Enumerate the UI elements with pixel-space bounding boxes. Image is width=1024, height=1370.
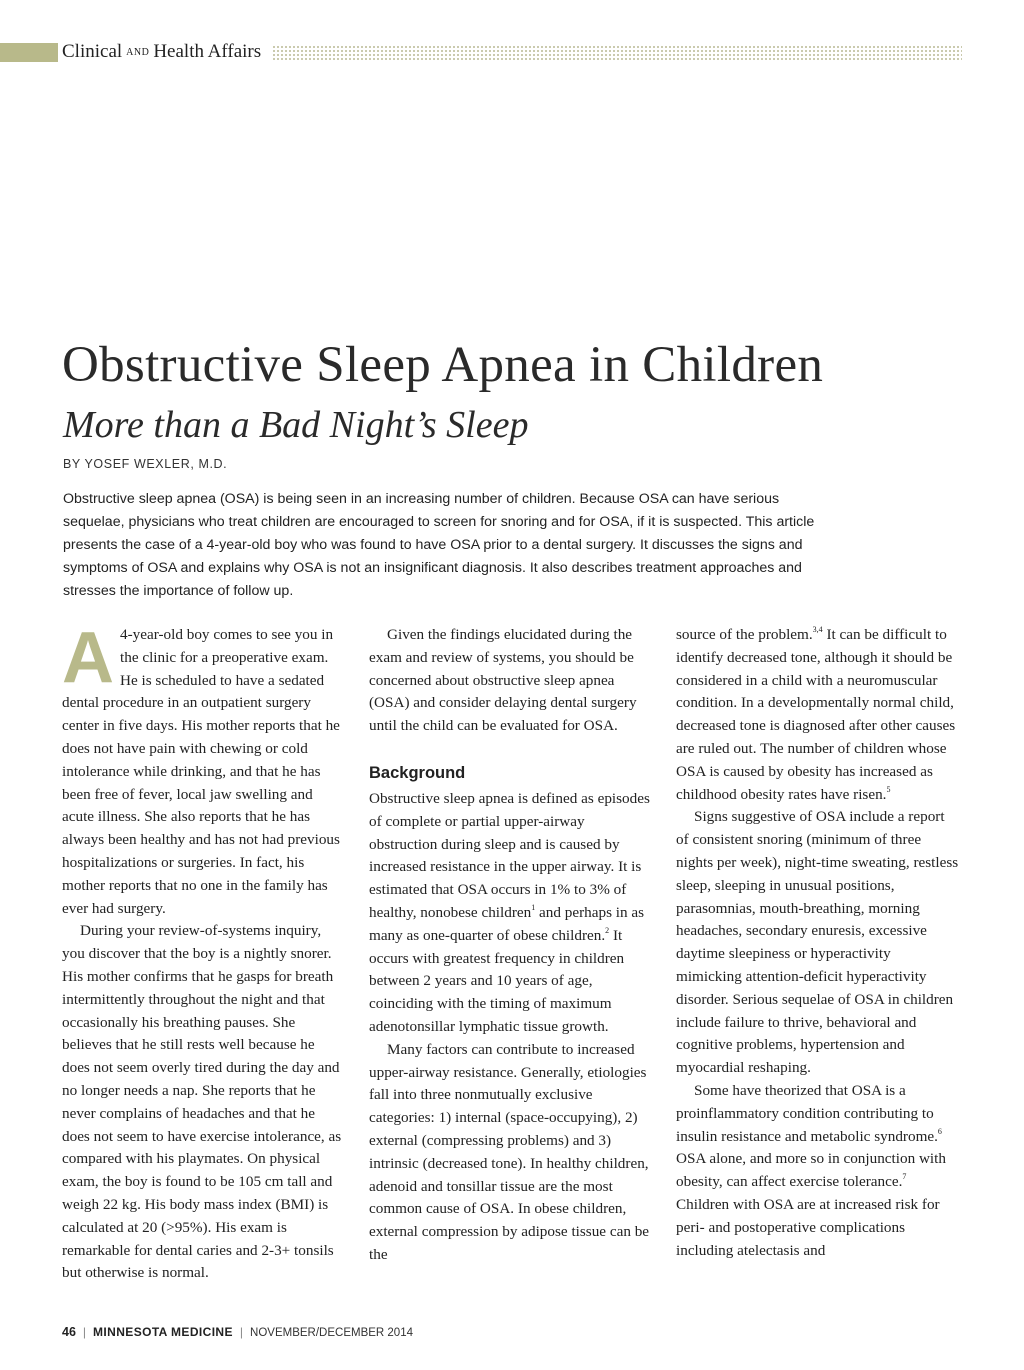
page-footer [62, 1325, 413, 1339]
article-byline: BY YOSEF WEXLER, M.D. [63, 457, 228, 471]
body-column-2 [369, 624, 653, 1267]
body-column-3 [676, 624, 960, 1262]
section-header [62, 41, 261, 63]
section-label-health-affairs: Health Affairs [153, 41, 262, 62]
body-paragraph [62, 618, 346, 920]
paragraph-text: Some have theorized that OSA is a proinflammatory condition contributing to insulin resistance and metabolic syndrome. [676, 1081, 938, 1145]
reference-marker: 5 [886, 784, 891, 794]
paragraph-text: It occurs with greatest frequency in children between 2 years and 10 years of age, coinciding with the timing of maximum adenotonsillar lymphatic tissue growth. [369, 926, 625, 1035]
article-title: Obstructive Sleep Apnea in Children [62, 337, 824, 393]
magazine-name: MINNESOTA MEDICINE [93, 1325, 233, 1339]
issue-date: NOVEMBER/DECEMBER 2014 [250, 1327, 413, 1339]
paragraph-text: Children with OSA are at increased risk for peri- and postoperative complications including atelectasis and [676, 1195, 940, 1259]
body-paragraph: Given the findings elucidated during the exam and review of systems, you should be concerned about obstructive sleep apnea (OSA) and consider delaying dental surgery until the child can be evaluated for OSA. [369, 626, 637, 735]
body-column-1 [62, 618, 346, 1285]
paragraph-text: source of the problem. [676, 626, 813, 643]
reference-marker: 6 [937, 1126, 942, 1136]
reference-marker: 3,4 [812, 625, 823, 634]
paragraph-text: and perhaps in as many as one-quarter of obese children. [369, 903, 645, 944]
article-abstract: Obstructive sleep apnea (OSA) is being seen in an increasing number of children. Because OSA can have serious sequelae, physicians who treat children are encouraged to screen for snoring and for OSA, if it is suspected. This article presents the case of a 4-year-old boy who was found to have OSA prior to a dental surgery. It discusses the signs and symptoms of OSA and explains why OSA is not an insignificant diagnosis. It also describes treatment approaches and stresses the importance of follow up. [63, 491, 815, 599]
paragraph-text: It can be difficult to identify decreased tone, although it should be considered in a child with a neuromuscular condition. In a developmentally normal child, decreased tone is diagnosed after other causes are ruled out. The number of children whose OSA is caused by obesity has increased as childhood obesity rates have risen. [676, 626, 956, 803]
reference-marker: 1 [531, 902, 536, 912]
body-paragraph [369, 788, 653, 1039]
body-paragraph: During your review-of-systems inquiry, you discover that the boy is a nightly snorer. His mother confirms that he gasps for breath intermittently throughout the night and that occasionally his breathing pauses. She believes that he still rests well because he does not seem overly tired during the day and no longer needs a nap. She reports that he never complains of headaches and that he does not seem to have exercise intolerance, as compared with his playmates. On physical exam, the boy is found to be 105 cm tall and weigh 22 kg. His body mass index (BMI) is calculated at 20 (>95%). His exam is remarkable for dental caries and 2-3+ tonsils but otherwise is normal. [62, 922, 342, 1282]
body-paragraph [676, 1080, 960, 1262]
body-paragraph: Signs suggestive of OSA include a report of consistent snoring (minimum of three nights per week), night-time sweating, restless sleep, sleeping in unusual positions, parasomnias, mouth-breathing, morning headaches, secondary enuresis, excessive daytime sleepiness or hyperactivity mimicking attention-deficit hyperactivity disorder. Serious sequelae of OSA in children include failure to thrive, behavioral and cognitive problems, hypertension and myocardial reshaping. [676, 808, 959, 1077]
header-dot-pattern [272, 45, 962, 60]
section-heading-background: Background [369, 763, 466, 782]
section-label-and: AND [126, 47, 150, 58]
body-paragraph [676, 624, 960, 806]
header-accent-bar [0, 43, 58, 62]
article-subtitle: More than a Bad Night’s Sleep [63, 404, 529, 446]
page-number: 46 [62, 1325, 76, 1339]
reference-marker: 2 [605, 925, 610, 935]
drop-cap: A [62, 618, 114, 698]
paragraph-text: Obstructive sleep apnea is defined as episodes of complete or partial upper-airway obstruction during sleep and is caused by increased resistance in the upper airway. It is estimated that OSA occurs in 1% to 3% of healthy, nonobese children [369, 789, 650, 921]
reference-marker: 7 [902, 1172, 907, 1182]
paragraph-text: 4-year-old boy comes to see you in the clinic for a preoperative exam. He is scheduled to have a sedated dental procedure in an outpatient surgery center in five days. His mother reports that he does not have pain with chewing or cold intolerance while drinking, and that he has been free of fever, local jaw swelling and acute illness. She also reports that he has always been healthy and has not had previous hospitalizations or surgeries. In fact, his mother reports that no one in the family has ever had surgery. [62, 626, 340, 917]
footer-separator: | [239, 1325, 244, 1339]
body-paragraph: Many factors can contribute to increased upper-airway resistance. Generally, etiologies fall into three nonmutually exclusive categories: 1) internal (space-occupying), 2) external (compressing problems) and 3) intrinsic (decreased tone). In healthy children, adenoid and tonsillar tissue are the most common cause of OSA. In obese children, external compression by adipose tissue can be the [369, 1040, 650, 1263]
paragraph-text: OSA alone, and more so in conjunction with obesity, can affect exercise tolerance. [676, 1150, 946, 1191]
footer-separator: | [82, 1325, 87, 1339]
section-label-clinical: Clinical [62, 41, 123, 62]
